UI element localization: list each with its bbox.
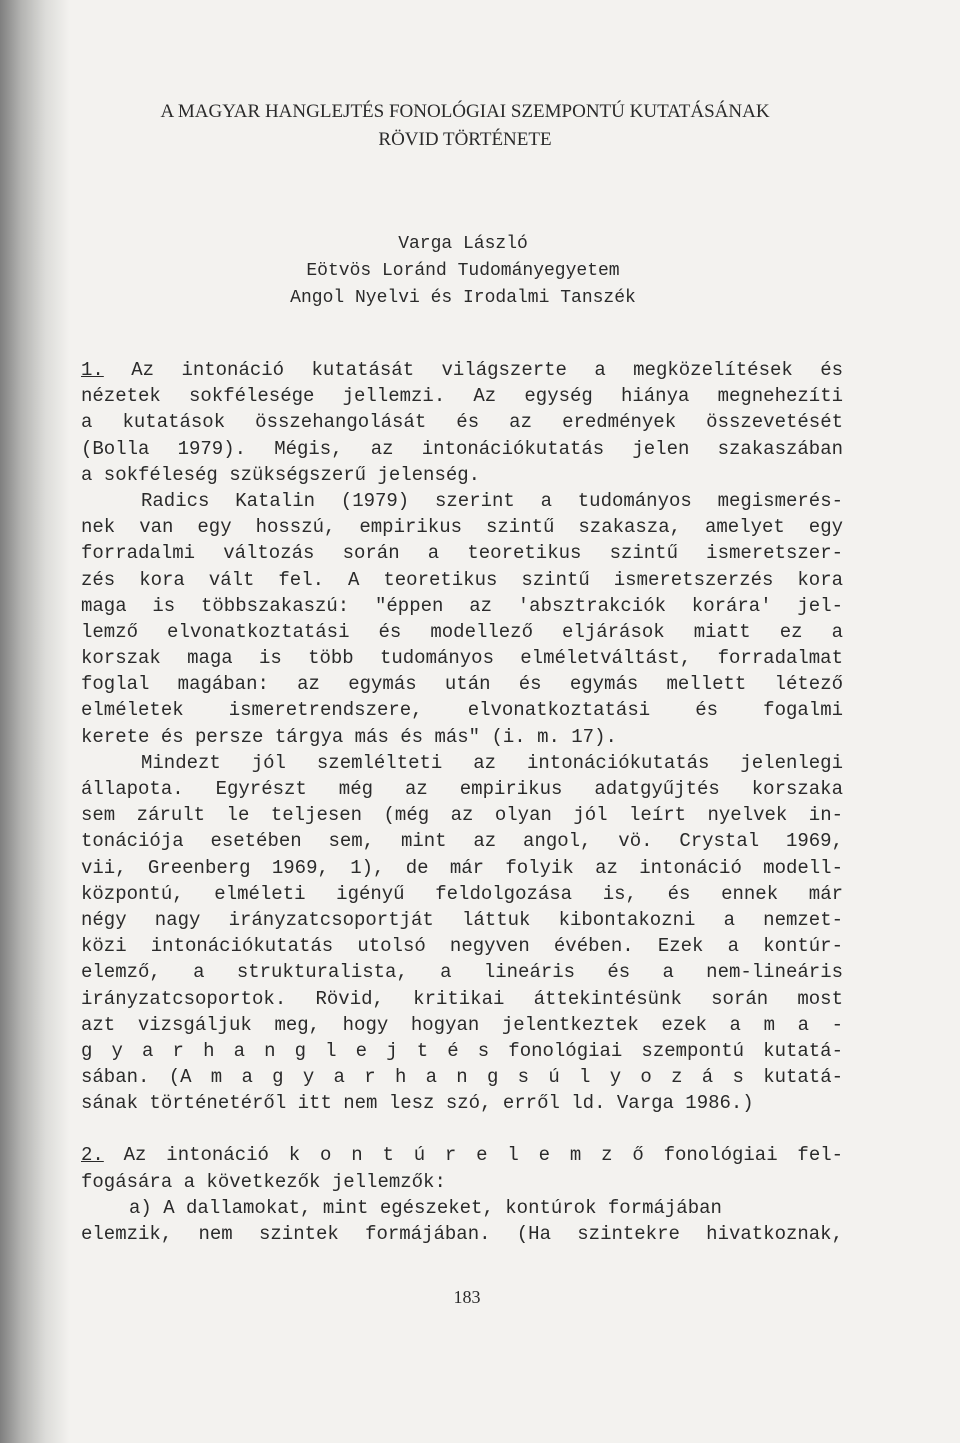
title-line-1: A MAGYAR HANGLEJTÉS FONOLÓGIAI SZEMPONTÚ KUTATÁSÁNAK: [160, 101, 770, 122]
spaced-text: m a -: [763, 1013, 843, 1036]
text-span: fonológiai fel-: [663, 1144, 843, 1167]
paragraph-line: zés kora vált fel. A teoretikus szintű ismeretszerzés kora: [81, 568, 843, 591]
article-body: [81, 357, 843, 1247]
text-span: fonológiai szempontú kutatá-: [508, 1039, 843, 1062]
paragraph-line: [81, 1012, 843, 1038]
paragraph-line: [81, 1064, 843, 1090]
spaced-text: h a n g s ú l y o z á s: [394, 1066, 744, 1089]
paragraph-line: irányzatcsoportok. Rövid, kritikai áttekintésünk során most: [81, 987, 843, 1010]
paragraph-line: (Bolla 1979). Mégis, az intonációkutatás jelen szakaszában: [81, 437, 843, 460]
paragraph-line: foglal magában: az egymás után és egymás mellett létező: [81, 673, 843, 696]
paragraph-line: közi intonációkutatás utolsó negyven évében. Ezek a kontúr-: [81, 935, 843, 958]
paragraph-line: a) A dallamokat, mint egészeket, kontúrok formájában: [129, 1196, 722, 1219]
article-title: [87, 98, 843, 154]
author-name: Varga László: [398, 234, 528, 254]
author-university: Eötvös Loránd Tudományegyetem: [306, 261, 620, 281]
text-span: Az intonáció: [123, 1144, 269, 1167]
paragraph-line: elemző, a strukturalista, a lineáris és a nem-lineáris: [81, 961, 843, 984]
paragraph-line: négy nagy irányzatcsoportját láttuk kibontakozni a nemzet-: [81, 908, 843, 931]
paragraph-line: sem zárult le teljesen (még az olyan jól leírt nyelvek in-: [81, 804, 843, 827]
paragraph-line: fogására a következők jellemzők:: [81, 1170, 446, 1193]
paragraph-line: Mindezt jól szemlélteti az intonációkutatás jelenlegi: [141, 751, 843, 774]
page: [81, 98, 843, 1308]
paragraph-line: maga is többszakaszú: "éppen az 'absztrakciók korára' jel-: [81, 594, 843, 617]
paragraph-line: kerete és persze tárgya más és más" (i. m. 17).: [81, 725, 617, 748]
paragraph-line: elemzik, nem szintek formájában. (Ha szintekre hivatkoznak,: [81, 1223, 843, 1245]
author-department: Angol Nyelvi és Irodalmi Tanszék: [290, 288, 636, 308]
paragraph-line: [81, 1142, 843, 1168]
paragraph-line: korszak maga is több tudományos elméletváltást, forradalmat: [81, 647, 843, 670]
text-span: sában. (A: [81, 1066, 192, 1089]
title-line-2: RÖVID TÖRTÉNETE: [378, 129, 552, 150]
paragraph-line: vii, Greenberg 1969, 1), de már folyik az intonáció modell-: [81, 856, 843, 879]
section-number-2: 2.: [81, 1144, 104, 1167]
author-block: [83, 231, 843, 312]
paragraph-line: lemző elvonatkoztatási és modellező eljárások miatt ez a: [81, 620, 843, 643]
paragraph-line: a kutatások összehangolását és az eredmények összevetését: [81, 411, 843, 434]
page-number: 183: [453, 1287, 481, 1308]
text-span: kutatá-: [763, 1066, 843, 1089]
paragraph-line: [81, 1038, 843, 1064]
paragraph-line: elméletek ismeretrendszere, elvonatkoztatási és fogalmi: [81, 699, 843, 722]
section-gap: [81, 1116, 843, 1142]
paragraph-line: forradalmi változás során a teoretikus szintű ismeretszer-: [81, 542, 843, 565]
paragraph-line: tonációja esetében sem, mint az angol, vö. Crystal 1969,: [81, 830, 843, 853]
paragraph-line: sának történetéről itt nem lesz szó, erről ld. Varga 1986.): [81, 1092, 754, 1115]
paragraph-line: központú, elméleti igényű feldolgozása is, és ennek már: [81, 882, 843, 905]
section-number-1: 1.: [81, 359, 104, 381]
text-span: Az intonáció kutatását világszerte a megközelítések és: [131, 359, 843, 381]
text-span: azt vizsgáljuk meg, hogy hogyan jelentkeztek ezek a: [81, 1013, 741, 1036]
spaced-text: m a g y a r: [210, 1066, 376, 1089]
scan-shadow: [0, 0, 70, 1443]
paragraph-line: nek van egy hosszú, empirikus szintű szakasza, amelyet egy: [81, 516, 843, 539]
spaced-text: k o n t ú r e l e m z ő: [288, 1144, 644, 1167]
paragraph-line: a sokféleség szükségszerű jelenség.: [81, 463, 481, 486]
paragraph-line: Radics Katalin (1979) szerint a tudományos megismerés-: [141, 489, 843, 512]
paragraph-line: állapota. Egyrészt még az empirikus adatgyűjtés korszaka: [81, 778, 843, 800]
paragraph-line: nézetek sokfélesége jellemzi. Az egység hiánya megnehezíti: [81, 385, 843, 408]
spaced-text: g y a r h a n g l e j t é s: [81, 1039, 490, 1062]
paragraph-line: [81, 357, 843, 383]
